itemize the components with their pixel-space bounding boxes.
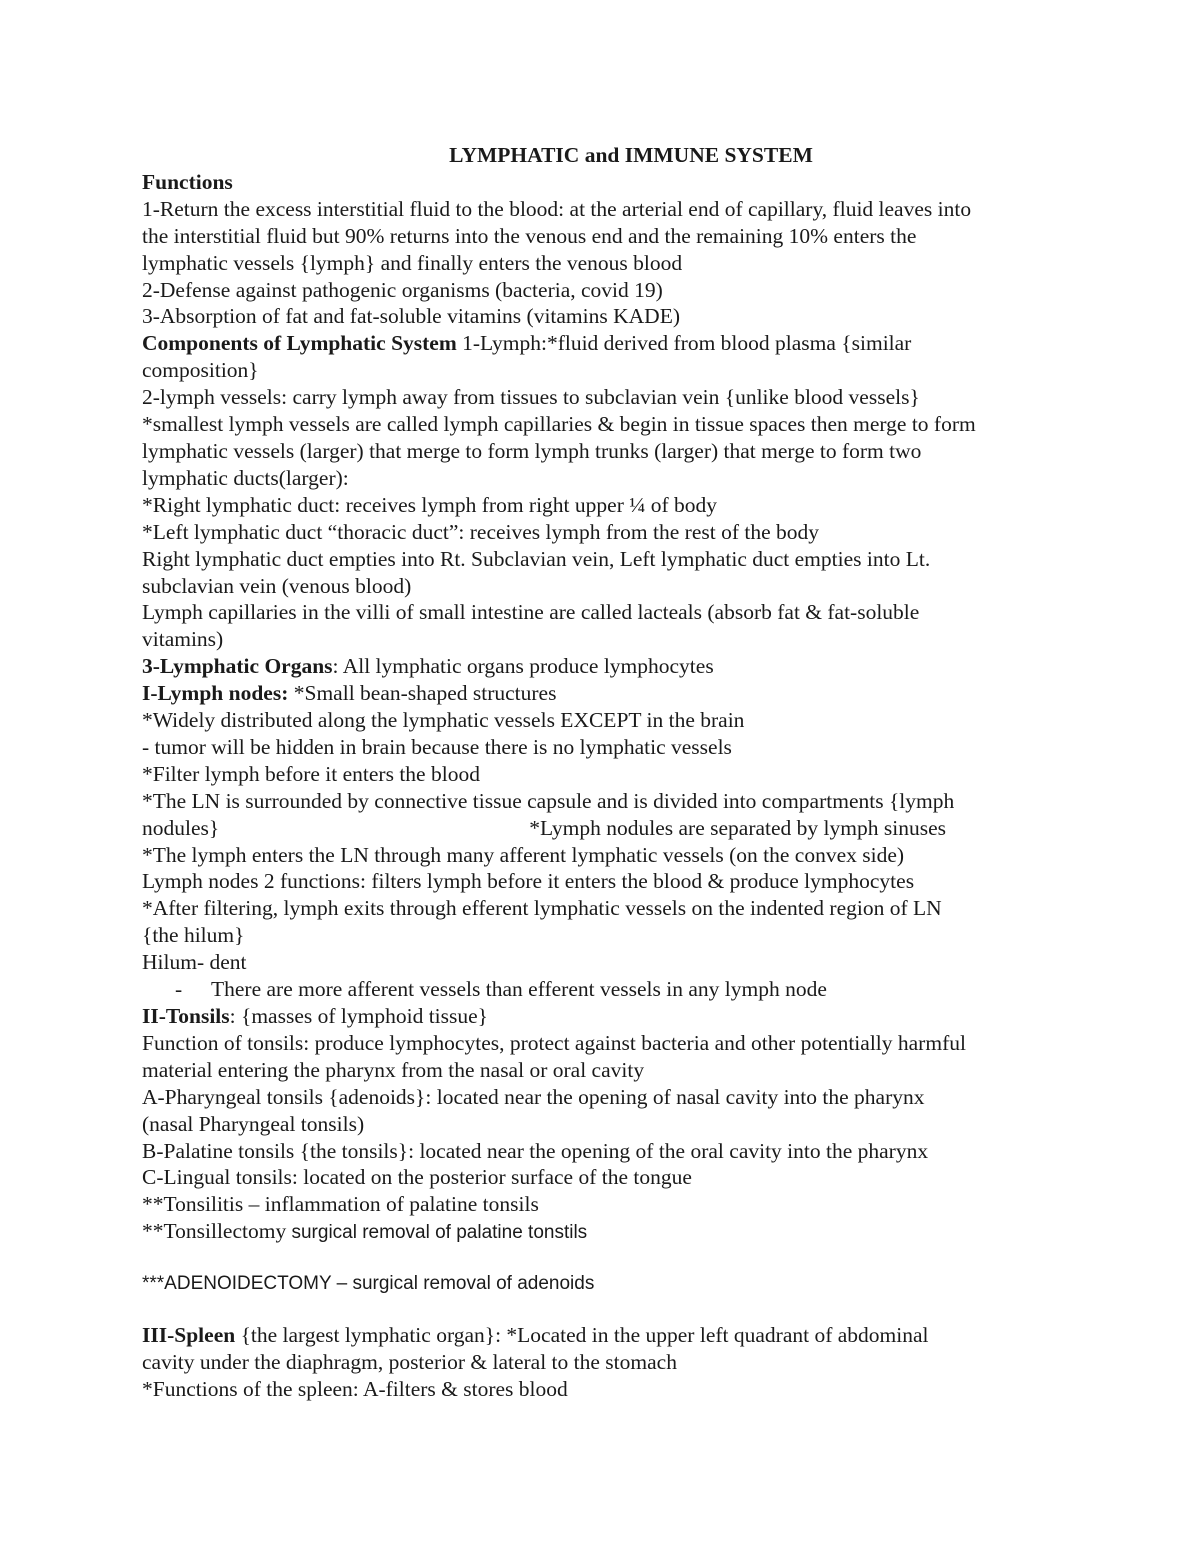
spleen-heading: III-Spleen (142, 1323, 236, 1348)
tonsils-text: : {masses of lymphoid tissue} (229, 1004, 488, 1028)
tonsils-line-2: material entering the pharynx from the nasal or oral cavity (142, 1057, 645, 1082)
lymph-nodes-bullet (142, 976, 1072, 1003)
page-title: LYMPHATIC and IMMUNE SYSTEM (449, 143, 813, 167)
spleen-line-2: *Functions of the spleen: A-filters & stores blood (142, 1376, 568, 1401)
components-heading: Components of Lymphatic System (142, 331, 457, 356)
sinuses-text: *Lymph nodules are separated by lymph sinuses (529, 815, 946, 840)
lymph-nodes-bullet-text: There are more afferent vessels than efferent vessels in any lymph node (211, 977, 827, 1002)
tonsils-line-3: A-Pharyngeal tonsils {adenoids}: located near the opening of nasal cavity into the pharynx (142, 1084, 925, 1109)
tonsillectomy-text: surgical removal of palatine tonstils (286, 1222, 588, 1244)
lymph-nodes-line-9: {the hilum} (142, 923, 245, 948)
organs-line (142, 653, 1072, 680)
components-line-1 (142, 330, 1072, 357)
spleen-text: {the largest lymphatic organ}: *Located in the upper left quadrant of abdominal (235, 1323, 929, 1348)
lymph-nodes-line-4: *The LN is surrounded by connective tissue capsule and is divided into compartments {lymph (142, 788, 955, 813)
dash-bullet: - (175, 977, 183, 1002)
lymph-nodes-heading: I-Lymph nodes: (142, 681, 289, 706)
function-1-line-1: 1-Return the excess interstitial fluid to the blood: at the arterial end of capillary, fluid leaves into (142, 196, 972, 221)
function-2: 2-Defense against pathogenic organisms (bacteria, covid 19) (142, 277, 663, 302)
component-3-line-3: lymphatic ducts(larger): (142, 465, 349, 490)
lymph-nodes-line-5 (142, 815, 1072, 842)
functions-heading (142, 169, 1072, 196)
lacteals-line-1: Lymph capillaries in the villi of small intestine are called lacteals (absorb fat & fat-soluble (142, 600, 920, 625)
spacer (142, 1247, 1072, 1271)
tonsils-line-1: Function of tonsils: produce lymphocytes, protect against bacteria and other potentially harmful (142, 1030, 966, 1055)
tonsils-line-8 (142, 1218, 1072, 1247)
component-2: 2-lymph vessels: carry lymph away from tissues to subclavian vein {unlike blood vessels} (142, 385, 920, 410)
tonsils-line-5: B-Palatine tonsils {the tonsils}: located near the opening of the oral cavity into the pharynx (142, 1138, 929, 1163)
function-3: 3-Absorption of fat and fat-soluble vitamins (vitamins KADE) (142, 304, 680, 329)
lymph-nodes-line-2: - tumor will be hidden in brain because there is no lymphatic vessels (142, 734, 732, 759)
ducts-empty-line-1: Right lymphatic duct empties into Rt. Subclavian vein, Left lymphatic duct empties into Lt. (142, 546, 931, 571)
organs-heading: 3-Lymphatic Organs (142, 654, 333, 679)
document-page (142, 142, 1072, 1403)
lymph-nodes-line-1: *Widely distributed along the lymphatic vessels EXCEPT in the brain (142, 708, 745, 733)
ducts-empty-line-2: subclavian vein (venous blood) (142, 573, 412, 598)
lymph-nodes-line-8: *After filtering, lymph exits through efferent lymphatic vessels on the indented region of LN (142, 896, 942, 921)
tonsillectomy-term: **Tonsillectomy (142, 1219, 287, 1244)
component-3-line-1: *smallest lymph vessels are called lymph capillaries & begin in tissue spaces then merge to form (142, 412, 976, 437)
component-3-line-2: lymphatic vessels (larger) that merge to form lymph trunks (larger) that merge to form two (142, 438, 922, 463)
functions-heading-text: Functions (142, 169, 233, 194)
lymph-nodes-line-3: *Filter lymph before it enters the blood (142, 761, 480, 786)
lymph-nodes-line (142, 680, 1072, 707)
nodules-text: nodules} (142, 815, 220, 840)
tonsils-line-7: **Tonsilitis – inflammation of palatine tonsils (142, 1192, 539, 1217)
function-1-line-2: the interstitial fluid but 90% returns into the venous end and the remaining 10% enters the (142, 223, 917, 248)
function-1-line-3: lymphatic vessels {lymph} and finally enters the venous blood (142, 250, 683, 275)
tonsils-line-4: (nasal Pharyngeal tonsils) (142, 1111, 365, 1136)
organs-text: : All lymphatic organs produce lymphocytes (332, 654, 714, 679)
lymph-nodes-line-10: Hilum- dent (142, 950, 247, 975)
lacteals-line-2: vitamins) (142, 627, 224, 652)
component-1-line-2: composition} (142, 358, 259, 383)
left-duct: *Left lymphatic duct “thoracic duct”: receives lymph from the rest of the body (142, 519, 820, 544)
spacer (142, 1298, 1072, 1322)
lymph-nodes-line-7: Lymph nodes 2 functions: filters lymph before it enters the blood & produce lymphocytes (142, 869, 915, 894)
component-1-text: 1-Lymph:*fluid derived from blood plasma {similar (456, 331, 912, 356)
spleen-line (142, 1322, 1072, 1349)
right-duct: *Right lymphatic duct: receives lymph from right upper ¼ of body (142, 492, 718, 517)
tonsils-line-6: C-Lingual tonsils: located on the posterior surface of the tongue (142, 1165, 692, 1190)
tonsils-heading: II-Tonsils (142, 1004, 230, 1028)
lymph-nodes-line-6: *The lymph enters the LN through many afferent lymphatic vessels (on the convex side) (142, 842, 905, 867)
tonsils-line (142, 1003, 1072, 1030)
adenoidectomy-line: ***ADENOIDECTOMY – surgical removal of adenoids (142, 1273, 595, 1295)
spleen-line-1: cavity under the diaphragm, posterior & lateral to the stomach (142, 1349, 677, 1374)
lymph-nodes-text: *Small bean-shaped structures (288, 681, 557, 706)
